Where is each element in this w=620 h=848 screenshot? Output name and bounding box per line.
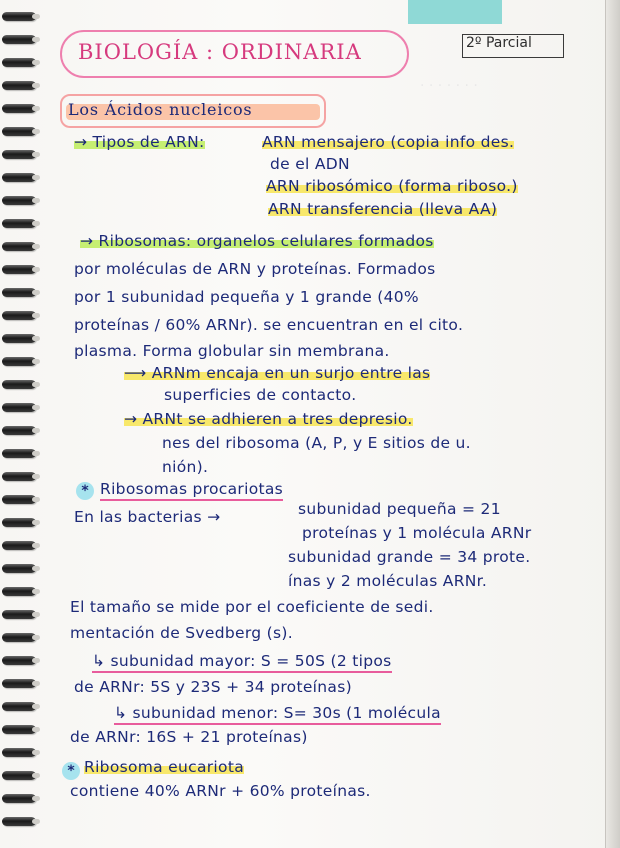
spiral-coil: [2, 587, 36, 596]
spiral-coil: [2, 196, 36, 205]
spiral-coil: [2, 771, 36, 780]
spiral-coil: [2, 150, 36, 159]
ribosomas-line-4: proteínas / 60% ARNr). se encuentran en el cito.: [74, 316, 464, 334]
ribosomas-line-5: plasma. Forma globular sin membrana.: [74, 342, 390, 360]
asterisk-icon: *: [62, 762, 80, 780]
minor-subunit-line: ↳ subunidad menor: S= 30s (1 molécula: [114, 704, 441, 722]
arnm-line: ⟶ ARNm encaja en un surjo entre las: [124, 364, 431, 382]
size-line-cont: mentación de Svedberg (s).: [70, 624, 293, 642]
procariotas-heading: Ribosomas procariotas: [100, 480, 283, 498]
minor-subunit-line-cont: de ARNr: 16S + 21 proteínas): [70, 728, 308, 746]
spiral-coil: [2, 748, 36, 757]
major-subunit-line: ↳ subunidad mayor: S = 50S (2 tipos: [92, 652, 392, 670]
page-tab-marker: [408, 0, 502, 24]
ribosomas-definition: → Ribosomas: organelos celulares formados: [80, 232, 434, 250]
spiral-coil: [2, 495, 36, 504]
spiral-coil: [2, 702, 36, 711]
spiral-coil: [2, 242, 36, 251]
spiral-coil: [2, 725, 36, 734]
spiral-coil: [2, 633, 36, 642]
spiral-coil: [2, 541, 36, 550]
spiral-coil: [2, 380, 36, 389]
spiral-coil: [2, 564, 36, 573]
spiral-coil: [2, 12, 36, 21]
spiral-coil: [2, 518, 36, 527]
spiral-coil: [2, 426, 36, 435]
spiral-coil: [2, 173, 36, 182]
spiral-coil: [2, 449, 36, 458]
spiral-coil: [2, 817, 36, 826]
ribosomas-line-2: por moléculas de ARN y proteínas. Formados: [74, 260, 436, 278]
spiral-binding: [0, 12, 40, 842]
page-edge: [605, 0, 620, 848]
line-arn-mensajero-cont: de el ADN: [270, 155, 350, 173]
spiral-coil: [2, 219, 36, 228]
large-subunit-line: subunidad grande = 34 prote.: [288, 548, 531, 566]
spiral-coil: [2, 127, 36, 136]
line-arn-mensajero: ARN mensajero (copia info des.: [262, 133, 515, 151]
spiral-coil: [2, 311, 36, 320]
spiral-coil: [2, 472, 36, 481]
partial-badge: 2º Parcial: [466, 35, 532, 51]
line-arn-transferencia: ARN transferencia (lleva AA): [268, 200, 498, 218]
small-subunit-line: subunidad pequeña = 21: [298, 500, 501, 518]
arnt-line-end: nión).: [162, 458, 209, 476]
spiral-coil: [2, 794, 36, 803]
bleed-through-text: · · · · · · ·: [420, 78, 478, 94]
spiral-coil: [2, 656, 36, 665]
eucariota-heading: Ribosoma eucariota: [84, 758, 244, 776]
arnm-line-cont: superficies de contacto.: [164, 386, 357, 404]
spiral-coil: [2, 288, 36, 297]
spiral-coil: [2, 81, 36, 90]
ribosomas-line-3: por 1 subunidad pequeña y 1 grande (40%: [74, 288, 419, 306]
arnt-line: → ARNt se adhieren a tres depresio.: [124, 410, 413, 428]
spiral-coil: [2, 334, 36, 343]
major-subunit-line-cont: de ARNr: 5S y 23S + 34 proteínas): [74, 678, 352, 696]
large-subunit-line-cont: ínas y 2 moléculas ARNr.: [288, 572, 488, 590]
page-title: BIOLOGÍA : ORDINARIA: [78, 40, 362, 64]
spiral-coil: [2, 679, 36, 688]
spiral-coil: [2, 58, 36, 67]
spiral-coil: [2, 610, 36, 619]
small-subunit-line-cont: proteínas y 1 molécula ARNr: [302, 524, 532, 542]
arn-types-label: → Tipos de ARN:: [74, 133, 205, 151]
spiral-coil: [2, 357, 36, 366]
arnt-line-cont: nes del ribosoma (A, P, y E sitios de u.: [162, 434, 471, 452]
line-arn-ribosomico: ARN ribosómico (forma riboso.): [266, 177, 518, 195]
spiral-coil: [2, 265, 36, 274]
eucariota-line: contiene 40% ARNr + 60% proteínas.: [70, 782, 371, 800]
spiral-coil: [2, 104, 36, 113]
section-title: Los Ácidos nucleicos: [68, 100, 253, 119]
spiral-coil: [2, 403, 36, 412]
asterisk-icon: *: [76, 482, 94, 500]
spiral-coil: [2, 35, 36, 44]
size-line: El tamaño se mide por el coeficiente de sedi.: [70, 598, 434, 616]
bacterias-line: En las bacterias →: [74, 508, 221, 526]
